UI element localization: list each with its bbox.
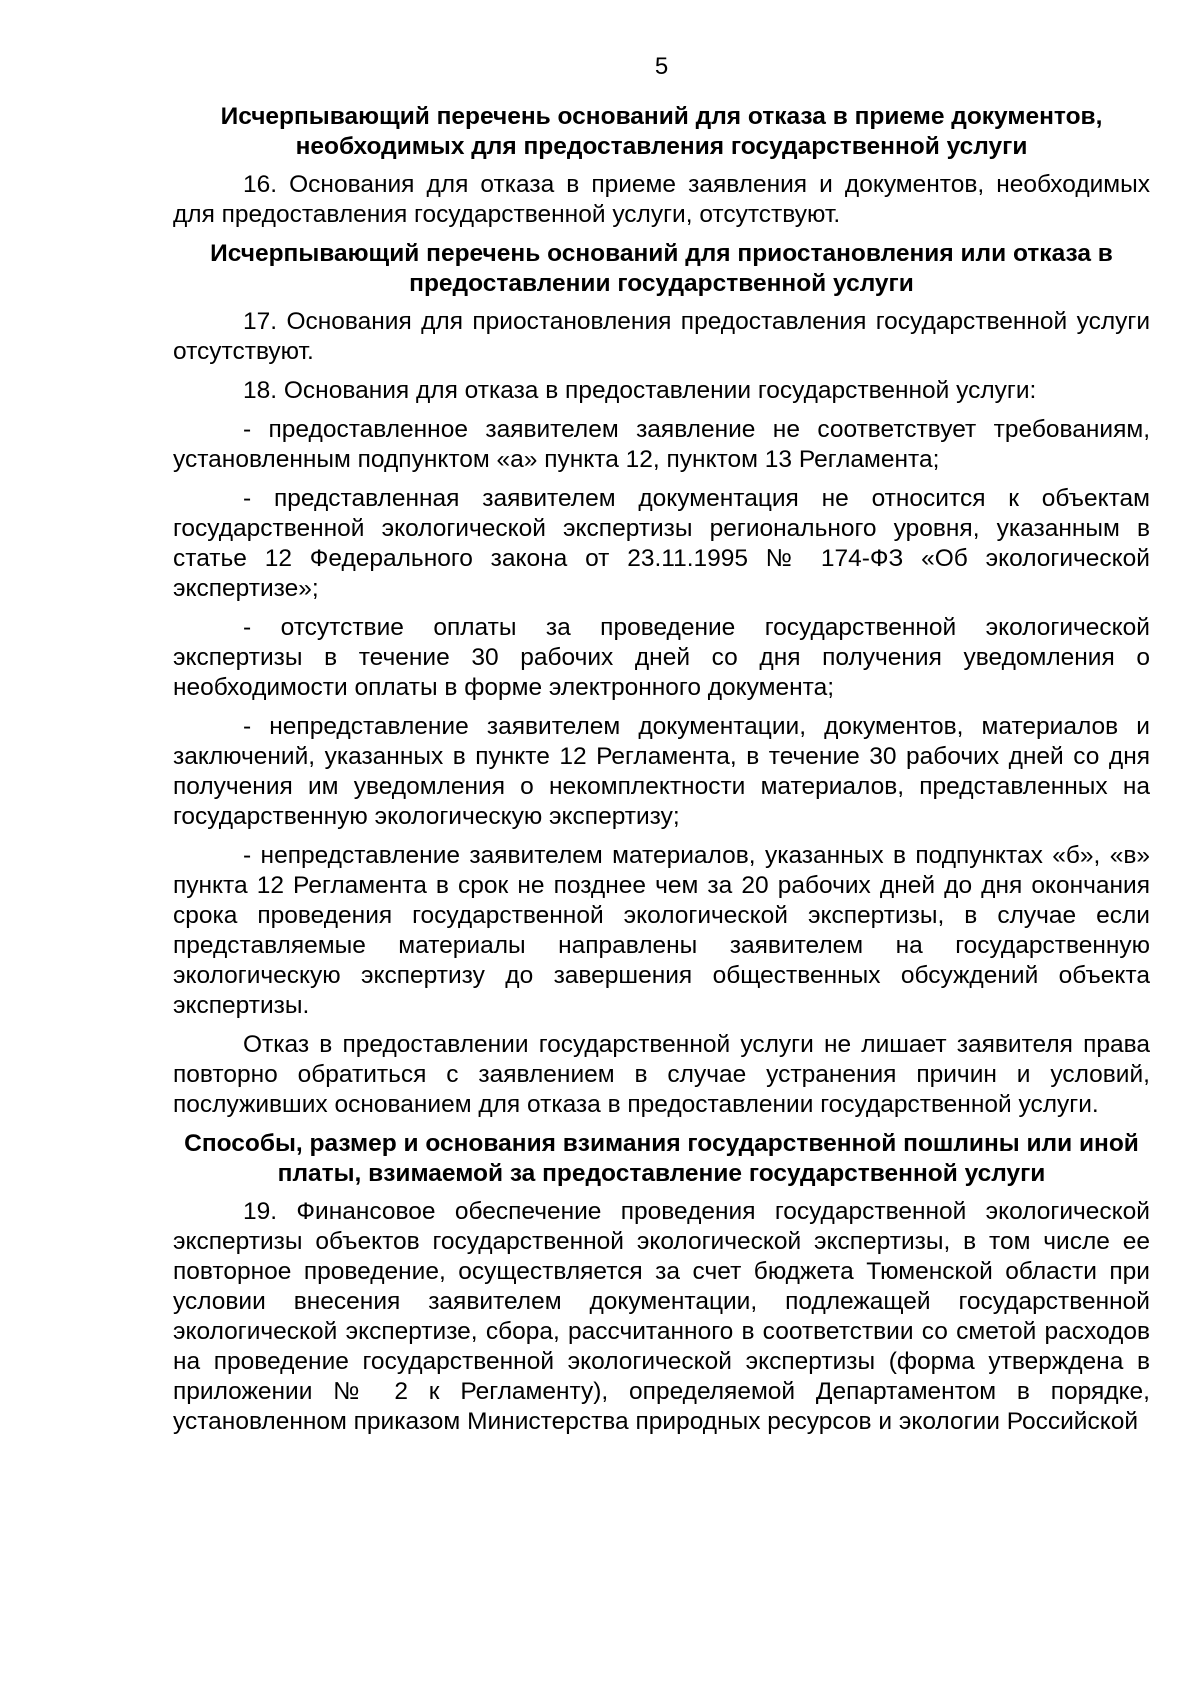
paragraph-refusal-note: Отказ в предоставлении государственной услуги не лишает заявителя права повторно обратиться с заявлением в случае устранения причин и условий, послуживших основанием для отказа в предоставлении государственной услуги. bbox=[173, 1031, 1150, 1118]
section-heading: Способы, размер и основания взимания государственной пошлины или иной платы, взимаемой за предоставление государственной услуги bbox=[184, 1130, 1139, 1187]
section-suspension-refusal bbox=[173, 239, 1150, 1120]
paragraph-19: 19. Финансовое обеспечение проведения государственной экологической экспертизы объектов государственной экологической экспертизы, в том числе ее повторное проведение, осуществляется за счет бюджета Тюменской области при условии внесения заявителем документации, подлежащей государственной экологической экспертизе, сбора, рассчитанного в соответствии со сметой расходов на проведение государственной экологической экспертизы (форма утверждена в приложении № 2 к Регламенту), определяемой Департаментом в порядке, установленном приказом Министерства природных ресурсов и экологии Российской bbox=[173, 1198, 1150, 1435]
list-item-refusal-1: - предоставленное заявителем заявление не соответствует требованиям, установленным подпунктом «а» пункта 12, пунктом 13 Регламента; bbox=[173, 416, 1150, 473]
list-item-refusal-5: - непредставление заявителем материалов, указанных в подпунктах «б», «в» пункта 12 Регламента в срок не позднее чем за 20 рабочих дней до дня окончания срока проведения государственной экологической экспертизы, в случае если представляемые материалы направлены заявителем на государственную экологическую экспертизу до завершения общественных обсуждений объекта экспертизы. bbox=[173, 842, 1150, 1019]
list-item-refusal-3: - отсутствие оплаты за проведение государственной экологической экспертизы в течение 30 рабочих дней со дня получения уведомления о необходимости оплаты в форме электронного документа; bbox=[173, 614, 1150, 701]
paragraph-16: 16. Основания для отказа в приеме заявления и документов, необходимых для предоставления государственной услуги, отсутствуют. bbox=[173, 171, 1150, 228]
section-refusal-acceptance bbox=[173, 102, 1150, 230]
list-item-refusal-2: - представленная заявителем документация не относится к объектам государственной экологической экспертизы регионального уровня, указанным в статье 12 Федерального закона от 23.11.1995 № 174-ФЗ «Об экологической экспертизе»; bbox=[173, 485, 1150, 602]
paragraph-17: 17. Основания для приостановления предоставления государственной услуги отсутствуют. bbox=[173, 308, 1150, 365]
paragraph-18: 18. Основания для отказа в предоставлении государственной услуги: bbox=[243, 377, 1037, 404]
document-page bbox=[173, 52, 1150, 1446]
page-number: 5 bbox=[654, 53, 669, 80]
section-heading: Исчерпывающий перечень оснований для отказа в приеме документов, необходимых для предоставления государственной услуги bbox=[220, 103, 1103, 160]
list-item-refusal-4: - непредставление заявителем документации, документов, материалов и заключений, указанных в пункте 12 Регламента, в течение 30 рабочих дней со дня получения им уведомления о некомплектности материалов, представленных на государственную экологическую экспертизу; bbox=[173, 713, 1150, 830]
section-heading: Исчерпывающий перечень оснований для приостановления или отказа в предоставлении государственной услуги bbox=[210, 240, 1113, 297]
section-fees bbox=[173, 1129, 1150, 1437]
